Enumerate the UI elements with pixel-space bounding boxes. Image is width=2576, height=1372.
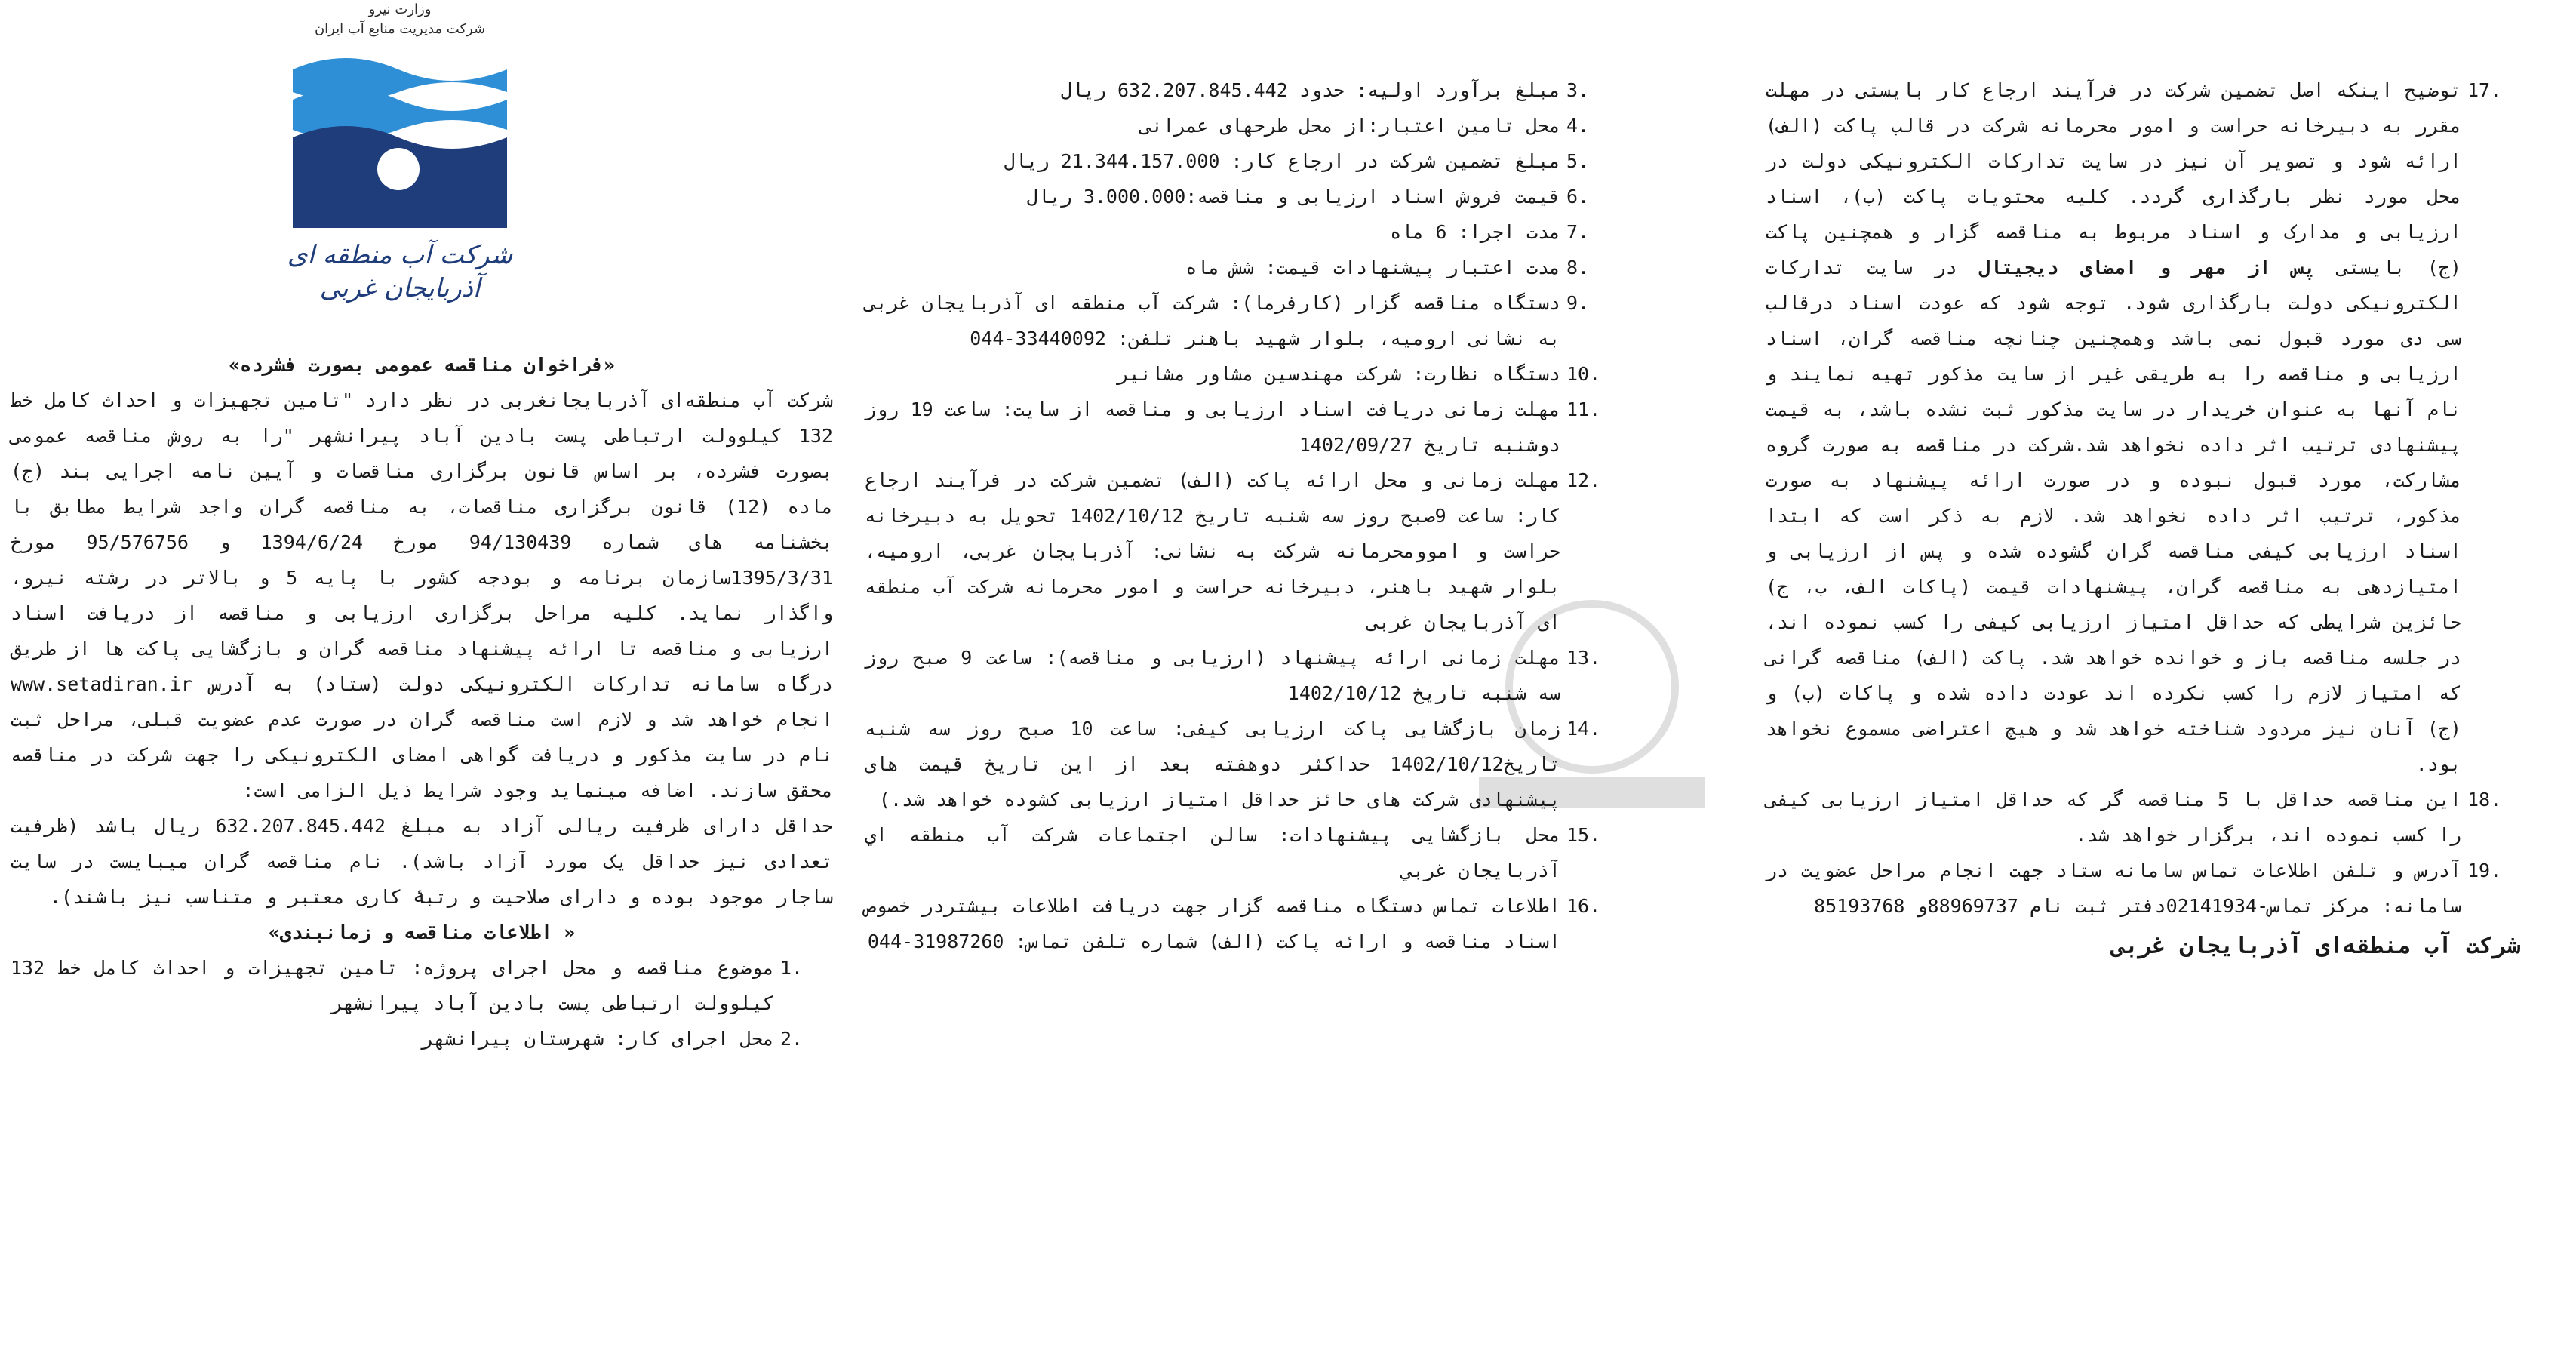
parent-company-name: شرکت مدیریت منابع آب ایران xyxy=(314,21,486,37)
water-waves-logo-icon xyxy=(270,39,530,235)
list-item-1: 1. موضوع مناقصه و محل اجرای پروژه: تامین تجهیزات و احداث کامل خط 132 کیلوولت ارتباطی پست بادین آباد پیرانشهر xyxy=(11,957,804,1014)
conditions-paragraph: حداقل دارای ظرفیت ریالی آزاد به مبلغ 632.207.845.442 ریال باشد (ظرفیت تعدادی نیز حداقل یک مورد آزاد باشد). نام مناقصه گران میبایست در سایت ساجار موجود بوده و دارای صلاحیت و رتبۀ کاری معتبر و متناسب نیز باشند). xyxy=(11,815,833,908)
ministry-name: وزارت نیرو xyxy=(368,2,432,17)
list-item-10: 10. دستگاه نظارت: شرکت مهندسین مشاور مشانیر xyxy=(1117,363,1601,385)
list-item-16: 16. اطلاعات تماس دستگاه مناقصه گزار جهت دریافت اطلاعات بیشتردر خصوص اسناد مناقصه و ارائه پاکت (الف) شماره تلفن تماس: 31987260-044 xyxy=(865,895,1601,952)
list-item-12: 12. مهلت زمانی و محل ارائه پاکت (الف) تضمین شرکت در فرآیند ارجاع کار: ساعت 9صبح روز سه شنبه تاریخ 1402/10/12 تحویل به دبیرخانه حراست و اموومحرمانه شرکت به نشانی: آذربایجان غربی، ارومیه، بلوار شهید باهنر، دبیرخانه حراست و امور محرمانه شرکت آب منطقه ای آذربایجان غربی xyxy=(865,469,1601,633)
company-logo-name: شرکت آب منطقه ای آذربایجان غربی xyxy=(287,240,513,303)
list-item-7: 7. مدت اجرا: 6 ماه xyxy=(1390,221,1590,243)
announcement-title: «فراخوان مناقصه عمومی بصورت فشرده» xyxy=(229,354,615,376)
list-item-11: 11. مهلت زمانی دریافت اسناد ارزیابی و مناقصه از سایت: ساعت 19 روز دوشنبه تاریخ 1402/09/27 xyxy=(865,398,1601,456)
list-item-15: 15. محل بازگشایی پیشنهادات: سالن اجتماعات شرکت آب منطقه اي آذربايجان غربي xyxy=(865,824,1601,881)
list-item-6: 6. قیمت فروش اسناد ارزیابی و مناقصه:3.000.000 ریال xyxy=(1026,186,1590,208)
signature: شرکت آب منطقه‌ای آذربایجان غربی xyxy=(2111,933,2520,959)
column-intro xyxy=(11,347,833,1057)
company-logo xyxy=(270,0,530,317)
list-item-17: 17. توضیح اینکه اصل تضمین شرکت در فرآیند ارجاع کار بایستی در مهلت مقرر به دبیرخانه حراست و امور محرمانه شرکت در قالب پاکت (الف) ارائه شود و تصویر آن نیز در سایت تدارکات الکترونیکی دولت در محل مورد نظر بارگذاری گردد. کلیه محتویات پاکت (ب)، اسناد ارزیابی و مدارک و اسناد مربوط به مناقصه گزار و همچنین پاکت (ج) بایستی پس از مهر و امضای دیجیتال در سایت تدارکات الکترونیکی دولت بارگذاری شود. توجه شود که عودت اسناد درقالب سی دی مورد قبول نمی باشد وهمچنین چنانچه مناقصه گران، اسناد ارزیابی و مناقصه را به طریقی غیر از سایت مذکور تهیه نمایند و نام آنها به عنوان خریدار در سایت مذکور ثبت نشده باشد، به قیمت پیشنهادی ترتیب اثر داده نخواهد شد.شرکت در مناقصه به صورت گروه مشارکت، مورد قبول نبوده و در صورت ارائه پیشنهاد به صورت مذکور، ترتیب اثر داده نخواهد شد. لازم به ذکر است که ابتدا اسناد ارزیابی کیفی مناقصه گران گشوده شده و پس از ارزیابی و امتیازدهی به مناقصه گران، پیشنهادات قیمت (پاکات الف، ب، ج) حائزین شرایطی که حداقل امتیاز ارزیابی کیفی را کسب نموده اند، در جلسه مناقصه باز و خوانده خواهد شد. پاکت (الف) مناقصه گرانی که امتیاز لازم را کسب نکرده اند عودت داده شده و پاکات (ب) و (ج) آنان نیز مردود شناخته خواهد شد و هیچ اعتراضی مسموع نخواهد بود. xyxy=(1766,79,2502,775)
info-heading: « اطلاعات مناقصه و زمانبندی» xyxy=(268,921,576,943)
column-details xyxy=(865,72,1619,959)
list-item-13: 13. مهلت زمانی ارائه پیشنهاد (ارزیابی و مناقصه): ساعت 9 صبح روز سه شنبه تاریخ 1402/10/12 xyxy=(865,647,1601,704)
list-item-19: 19. آدرس و تلفن اطلاعات تماس سامانه ستاد جهت انجام مراحل عضویت در سامانه: مرکز تماس-02141934دفتر ثبت نام 88969737و 85193768 xyxy=(1766,860,2502,917)
list-item-3: 3. مبلغ برآورد اولیه: حدود 632.207.845.442 ریال xyxy=(1060,79,1590,101)
intro-paragraph: شرکت آب منطقه‌ای آذربایجانغربی در نظر دارد "تامین تجهیزات و احداث کامل خط 132 کیلوولت ارتباطی پست بادین آباد پیرانشهر "را به روش مناقصه عمومی بصورت فشرده، بر اساس قانون برگزاری مناقصات و آیین نامه اجرایی بند (ج) ماده (12) قانون برگزاری مناقصات، به مناقصه گران واجد شرایط مطابق با بخشنامه های شماره 94/130439 مورخ 1394/6/24 و 95/576756 مورخ 1395/3/31سازمان برنامه و بودجه کشور با پایه 5 و بالاتر در رشته نیرو، واگذار نماید. کلیه مراحل برگزاری ارزیابی و مناقصه از دریافت اسناد ارزیابی و مناقصه تا ارائه پیشنهاد مناقصه گران و بازگشایی پاکت ها از طریق درگاه سامانه تدارکات الکترونیکی دولت (ستاد) به آدرس www.setadiran.ir انجام خواهد شد و لازم است مناقصه گران در صورت عدم عضویت قبلی، مراحل ثبت نام در سایت مذکور و دریافت گواهی امضای الکترونیکی را جهت شرکت در مناقصه محقق سازند. اضافه مینماید وجود شرایط ذیل الزامی است: xyxy=(11,389,834,801)
list-item-8: 8. مدت اعتبار پیشنهادات قیمت: شش ماه xyxy=(1185,257,1590,278)
list-item-2: 2. محل اجرای کار: شهرستان پیرانشهر xyxy=(422,1028,804,1050)
list-item-18: 18. این مناقصه حداقل با 5 مناقصه گر که حداقل امتیاز ارزیابی کیفی را کسب نموده اند، برگزار خواهد شد. xyxy=(1766,789,2502,846)
list-item-4: 4. محل تامین اعتبار:از محل طرحهای عمرانی xyxy=(1140,115,1590,137)
digital-signature-note: پس از مهر و امضای دیجیتال xyxy=(1978,257,2316,278)
list-item-9: 9. دستگاه مناقصه گزار (کارفرما): شرکت آب منطقه ای آذربایجان غربی به نشانی ارومیه، بلوار شهید باهنر تلفن: 33440092-044 xyxy=(865,292,1590,349)
column-terms xyxy=(1766,72,2520,964)
list-item-5: 5. مبلغ تضمین شرکت در ارجاع کار: 21.344.157.000 ریال xyxy=(1004,150,1590,172)
list-item-14: 14. زمان بازگشایی پاکت ارزیابی کیفی: ساعت 10 صبح روز سه شنبه تاریخ1402/10/12 حداکثر دوهفته بعد از این تاریخ قیمت های پیشنهادی شرکت های حائز حداقل امتیاز ارزیابی کشوده خواهد شد.) xyxy=(865,718,1601,811)
